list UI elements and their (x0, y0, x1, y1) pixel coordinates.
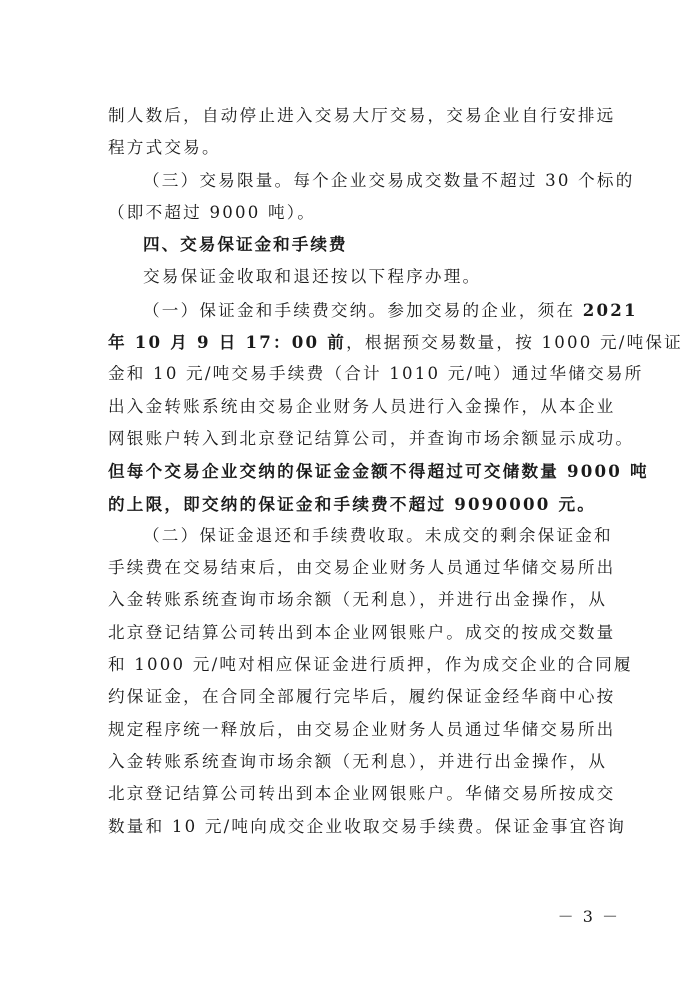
paragraph-line: （二）保证金退还和手续费收取。未成交的剩余保证金和 (143, 525, 613, 545)
paragraph-line: （三）交易限量。每个企业交易成交数量不超过 30 个标的 (143, 170, 635, 190)
paragraph-line: 年 10 月 9 日 17：00 前，根据预交易数量，按 1000 元/吨保证 (108, 332, 683, 353)
paragraph-line: 程方式交易。 (108, 138, 221, 158)
paragraph-line: 数量和 10 元/吨向成交企业收取交易手续费。保证金事宜咨询 (108, 816, 627, 836)
paragraph-line: 网银账户转入到北京登记结算公司，并查询市场余额显示成功。 (108, 428, 635, 448)
paragraph-line: 手续费在交易结束后，由交易企业财务人员通过华储交易所出 (108, 558, 616, 578)
paragraph-line: 金和 10 元/吨交易手续费（合计 1010 元/吨）通过华储交易所 (108, 364, 644, 384)
document-body (108, 100, 683, 843)
paragraph-line: 制人数后，自动停止进入交易大厅交易，交易企业自行安排远 (108, 106, 616, 125)
section-heading: 四、交易保证金和手续费 (143, 235, 348, 255)
deadline-date-text: 年 10 月 9 日 17：00 前 (108, 332, 347, 353)
paragraph-line: 出入金转账系统由交易企业财务人员进行入金操作，从本企业 (108, 396, 616, 416)
paragraph-line: 入金转账系统查询市场余额（无利息），并进行出金操作，从 (108, 751, 608, 771)
page-number: － 3 － (557, 907, 620, 926)
paragraph-line: （一）保证金和手续费交纳。参加交易的企业，须在 2021 (143, 299, 638, 320)
paragraph-line: 交易保证金收取和退还按以下程序办理。 (143, 267, 482, 287)
paragraph-line: 北京登记结算公司转出到本企业网银账户。华储交易所按成交 (108, 784, 616, 804)
paragraph-line: 北京登记结算公司转出到本企业网银账户。成交的按成交数量 (108, 622, 616, 642)
paragraph-line: （即不超过 9000 吨）。 (108, 202, 317, 222)
paragraph-line: 和 1000 元/吨对相应保证金进行质押，作为成交企业的合同履 (108, 655, 633, 675)
emphasis-line: 的上限，即交纳的保证金和手续费不超过 9090000 元。 (108, 493, 597, 514)
emphasis-line: 但每个交易企业交纳的保证金金额不得超过可交储数量 9000 吨 (108, 461, 649, 482)
paragraph-line: 约保证金，在合同全部履行完毕后，履约保证金经华商中心按 (108, 687, 616, 707)
deadline-year-text: 2021 (582, 299, 638, 320)
paragraph-line: 规定程序统一释放后，由交易企业财务人员通过华储交易所出 (108, 719, 616, 739)
paragraph-line: 入金转账系统查询市场余额（无利息），并进行出金操作，从 (108, 590, 608, 610)
